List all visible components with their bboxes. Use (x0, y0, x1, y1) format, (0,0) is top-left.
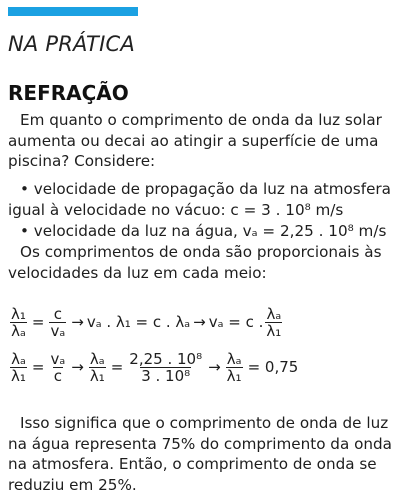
equation-result: = 0,75 (247, 358, 299, 376)
proportional-paragraph: Os comprimentos de onda são proporcionais às velocidades da luz em cada meio: (8, 243, 382, 282)
equation-line-2: $\frac{\text{λₐ}}{\text{λ₁}}$ = $\frac{\text{vₐ}}{c}$ → $\frac{\text{λₐ}}{\text{λ₁}}$ = $\frac{\text{2,25 . 10⁸}}{\text{3 . 10⁸}}$ → $\frac{\text{λₐ}}{\text{λ₁}}$ = 0,75 (11, 349, 299, 385)
equation-middle: vₐ . λ₁ = c . λₐ (86, 313, 191, 331)
fraction-lambdaa-lambda1: $\frac{\text{λₐ}}{\text{λ₁}}$ (266, 304, 282, 340)
accent-bar (8, 7, 138, 16)
conclusion-paragraph: Isso significa que o comprimento de onda de luz na água representa 75% do comprimento da onda na atmosfera. Então, o comprimento de onda se reduziu em 25%. (8, 414, 392, 494)
arrow-icon: → (71, 313, 84, 331)
section-label: NA PRÁTICA (8, 32, 135, 56)
bullet-water: • velocidade da luz na água, vₐ = 2,25 . 10⁸ m/s (20, 222, 387, 240)
arrow-icon: → (208, 358, 221, 376)
fraction-numeric: $\frac{\text{2,25 . 10⁸}}{\text{3 . 10⁸}}$ (129, 349, 203, 385)
arrow-icon: → (193, 313, 206, 331)
arrow-icon: → (71, 358, 84, 376)
fraction-lambda1-lambdaa: $\frac{\text{λ₁}}{\text{λₐ}}$ (11, 304, 26, 340)
page-heading: REFRAÇÃO (8, 81, 129, 105)
intro-paragraph: Em quanto o comprimento de onda da luz solar aumenta ou decai ao atingir a superfície de uma piscina? Considere: (8, 111, 382, 170)
equation-line-1: $\frac{\text{λ₁}}{\text{λₐ}}$ = $\frac{c}{\text{vₐ}}$ → vₐ . λ₁ = c . λₐ → vₐ = c . $\frac{\text{λₐ}}{\text{λ₁}}$ (11, 304, 282, 340)
bullet-atmosphere: • velocidade de propagação da luz na atmosfera igual à velocidade no vácuo: c = 3 . 10⁸ m/s (8, 180, 391, 219)
fraction-c-va: $\frac{c}{\text{vₐ}}$ (50, 304, 66, 340)
equation-tail: vₐ = c . (208, 313, 264, 331)
